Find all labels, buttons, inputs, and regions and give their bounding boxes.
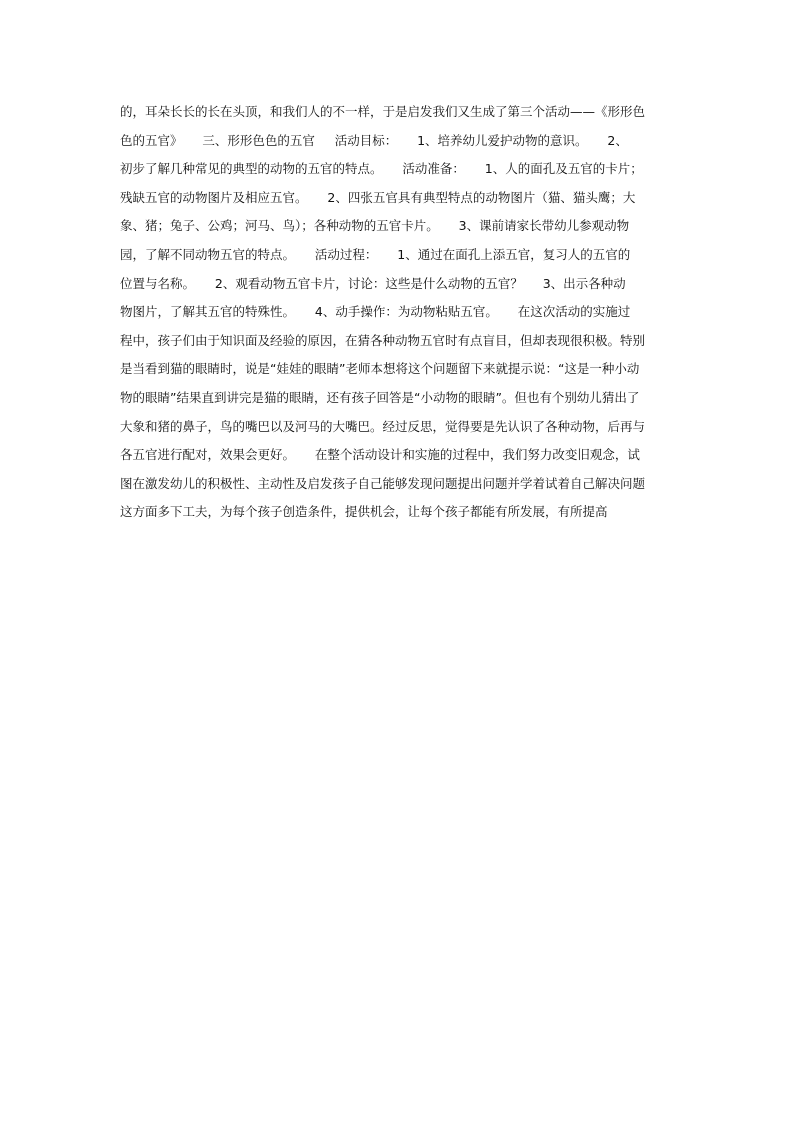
text-line: 园，了解不同动物五官的特点。 活动过程： 1、通过在面孔上添五官，复习人的五官的 bbox=[120, 246, 631, 262]
text-line: 各五官进行配对，效果会更好。 在整个活动设计和实施的过程中，我们努力改变旧观念，试 bbox=[120, 447, 640, 463]
text-line: 物图片，了解其五官的特殊性。 4、动手操作：为动物粘贴五官。 在这次活动的实施过 bbox=[120, 304, 631, 320]
text-line: 残缺五官的动物图片及相应五官。 2、四张五官具有典型特点的动物图片（猫、猫头鹰；大 bbox=[120, 189, 636, 205]
text-line: 色的五官》 三、形形色色的五官 活动目标： 1、培养幼儿爱护动物的意识。 2、 bbox=[120, 132, 628, 148]
text-line: 图在激发幼儿的积极性、主动性及启发孩子自己能够发现问题提出问题并学着试着自己解决问题 bbox=[120, 475, 646, 491]
text-line: 初步了解几种常见的典型的动物的五官的特点。 活动准备： 1、人的面孔及五官的卡片； bbox=[120, 161, 643, 177]
text-line: 是当看到猫的眼睛时，说是“娃娃的眼睛”老师本想将这个问题留下来就提示说：“这是一种小动 bbox=[120, 361, 640, 377]
text-line: 程中，孩子们由于知识面及经验的原因，在猜各种动物五官时有点盲目，但却表现很积极。特别 bbox=[120, 332, 646, 348]
text-line: 位置与名称。 2、观看动物五官卡片，讨论：这些是什么动物的五官？ 3、出示各种动 bbox=[120, 275, 626, 291]
text-line: 大象和猪的鼻子，鸟的嘴巴以及河马的大嘴巴。经过反思，觉得要是先认识了各种动物，后再与 bbox=[120, 418, 646, 434]
text-line: 这方面多下工夫，为每个孩子创造条件，提供机会，让每个孩子都能有所发展，有所提高 bbox=[120, 504, 608, 520]
text-line: 象、猪；兔子、公鸡；河马、鸟）；各种动物的五官卡片。 3、课前请家长带幼儿参观动物 bbox=[120, 218, 630, 234]
document-body bbox=[120, 98, 680, 527]
text-line: 的，耳朵长长的长在头顶，和我们人的不一样，于是启发我们又生成了第三个活动——《形形色 bbox=[120, 104, 646, 119]
text-line: 物的眼睛”结果直到讲完是猫的眼睛，还有孩子回答是“小动物的眼睛”。但也有个别幼儿猜出了 bbox=[120, 389, 640, 405]
